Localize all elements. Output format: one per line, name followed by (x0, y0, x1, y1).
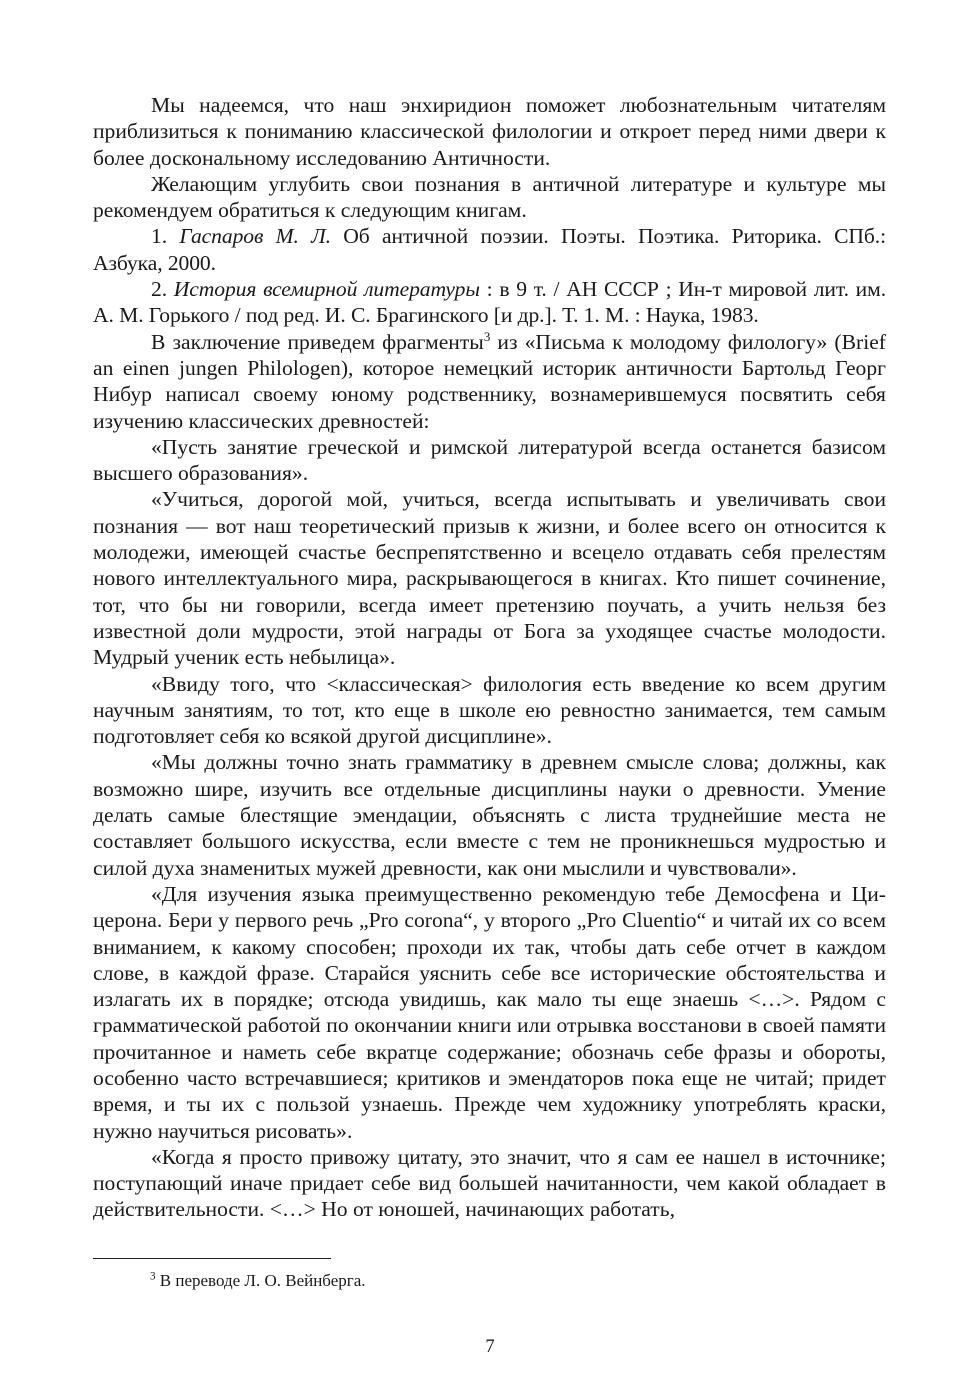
quote-paragraph: «Пусть занятие греческой и римской литературой всегда останется базисом высшего образования». (93, 434, 886, 486)
quote-paragraph: «Ввиду того, что <классическая> филология есть введение ко всем другим научным занятиям, то тот, кто еще в школе ею ревностно занимается, тем самым подготовляет себя ко всякой другой дисциплине». (93, 671, 886, 749)
reference-details: : в 9 т. / АН СССР ; Ин-т мировой лит. им. А. М. Горького / под ред. И. С. Брагинского [и др.]. Т. 1. М. : Наука, 1983. (93, 277, 887, 328)
paragraph-conclusion (93, 329, 886, 434)
footnote-reference: 3 (483, 328, 491, 344)
footnote-text: В переводе Л. О. Вейнберга. (155, 1271, 366, 1290)
quote-paragraph: «Мы должны точно знать грамматику в древнем смысле слова; должны, как возможно шире, изучить все отдельные дисциплины науки о древности. Умение делать самые блестящие эмендации, объяснять с листа труднейшие места не составляет большого искусства, если вместе с тем не проникнешься мудростью и силой духа знаменитых мужей древности, как они мыслили и чувствовали». (93, 750, 886, 880)
reference-number: 2. (151, 277, 174, 302)
reference-item-2 (93, 276, 886, 329)
footnote-separator (93, 1258, 331, 1259)
conclusion-text-end: из «Письма к молодому филологу» (Brief an einen jungen Philologen), которое немецкий историк античности Бартольд Георг Нибур написал своему юному родственнику, вознамерившемуся посвятить себя изучению классических древностей: (93, 329, 886, 433)
reference-item-1 (93, 223, 886, 276)
footnote (150, 1270, 366, 1291)
paragraph-recommendation: Желающим углубить свои познания в античной литературе и культуре мы рекомендуем обратиться к следующим книгам. (93, 171, 886, 223)
quote-paragraph: «Для изучения языка преимущественно рекомендую тебе Демосфена и Цицерона. Бери у первого речь „Pro corona“, у второго „Pro Cluentio“ и читай их со всем вниманием, к какому способен; проходи их так, чтобы дать себе отчет в каждом слове, в каждой фразе. Старайся уяснить себе все исторические обстоятельства и излагать их в порядке; отсюда увидишь, как мало ты еще знаешь <…>. Рядом с грамматической работой по окончании книги или отрывка восстанови в своей памяти прочитанное и наметь себе вкратце содержание; обозначь себе фразы и обороты, особенно часто встречавшиеся; критиков и эмендаторов пока еще не читай; придет время, и ты их с пользой узнаешь. Прежде чем художнику употреблять краски, нужно научиться рисовать». (93, 881, 886, 1143)
reference-title: История всемирной литературы (173, 277, 480, 302)
paragraph-intro: Мы надеемся, что наш энхиридион поможет любознательным читателям приблизиться к пониманию классической филологии и откроет перед ними двери к более доскональному исследованию Античности. (93, 93, 886, 170)
reference-details: Об античной поэзии. Поэты. Поэтика. Риторика. СПб.: Азбука, 2000. (93, 224, 886, 275)
conclusion-text-start: В заключение приведем фрагменты (151, 329, 484, 354)
body-text (93, 92, 886, 1223)
quote-paragraph: «Когда я просто привожу цитату, это значит, что я сам ее нашел в источнике; поступающий иначе придает себе вид большей начитанности, чем какой обладает в действительности. <…> Но от юношей, начинающих работать, (93, 1144, 886, 1222)
reference-number: 1. (151, 224, 180, 249)
quote-paragraph: «Учиться, дорогой мой, учиться, всегда испытывать и увеличивать свои познания — вот наш теоретический призыв к жизни, и более всего он относится к молодежи, имеющей счастье беспрепятственно и всецело отдавать себя прелестям нового интеллектуального мира, раскрывающегося в книгах. Кто пишет сочинение, тот, что бы ни говорили, всегда имеет претензию поучать, а учить нельзя без известной доли мудрости, этой награды от Бога за уходящее счастье молодости. Мудрый ученик есть небылица». (93, 487, 886, 670)
page-number: 7 (485, 1337, 495, 1357)
reference-author: Гаспаров М. Л. (179, 224, 331, 249)
footnote-marker: 3 (150, 1270, 156, 1283)
